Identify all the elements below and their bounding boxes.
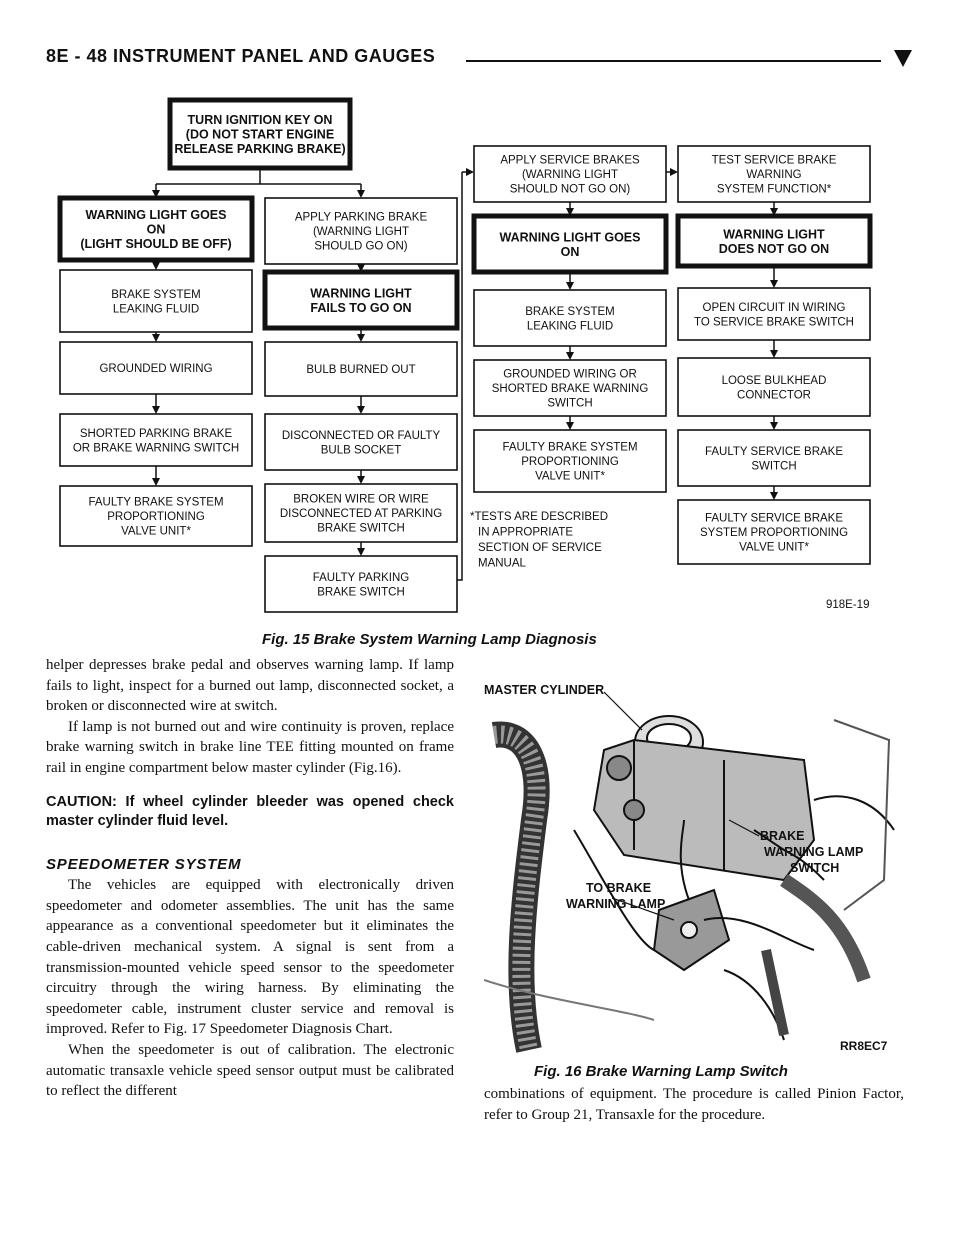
note-line: SECTION OF SERVICE [478, 542, 602, 554]
col4-box-3 [678, 288, 870, 340]
arrow-down-icon [152, 478, 160, 486]
col4-box-3-line: TO SERVICE BRAKE SWITCH [694, 316, 854, 329]
paragraph-3: The vehicles are equipped with electronically driven speedometer and odometer assemblies. The unit has the same appearance as a conventional speedometer but it eliminates the cable-driven mechanical system. A signal is sent from a transmission-mounted vehicle speed sensor to the speedometer circuitry through the wiring harness. By eliminating the speedometer cable, instrument cluster service and removal is improved. Refer to Fig. 17 Speedometer Diagnosis Chart. [46, 877, 454, 1038]
left-box-2 [60, 270, 252, 332]
section-heading: SPEEDOMETER SYSTEM [46, 855, 242, 873]
arrow-down-icon [152, 334, 160, 342]
left-box-5 [60, 486, 252, 546]
paragraph-4: When the speedometer is out of calibration. The electronic automatic transaxle vehicle speed sensor output must be calibrated to reflect the different [46, 1041, 454, 1100]
col3-box-3-line: LEAKING FLUID [526, 320, 614, 333]
figure-code-918e-19: 918E-19 [826, 599, 870, 611]
right-text-column [484, 1084, 904, 1125]
left-box-2-line: BRAKE SYSTEM [111, 288, 201, 301]
arrow-down-icon [152, 262, 160, 270]
label-brake-switch-2: WARNING LAMP [764, 845, 864, 859]
start-box-line: TURN IGNITION KEY ON [187, 113, 333, 127]
paragraph-5: combinations of equipment. The procedure is called Pinion Factor, refer to Group 21, Transaxle for the procedure. [484, 1086, 904, 1123]
col4-box-2 [678, 216, 870, 266]
col4-box-6-line: VALVE UNIT* [739, 541, 809, 554]
col3-box-5-line: VALVE UNIT* [535, 470, 605, 483]
col4-box-2-line: WARNING LIGHT [723, 227, 825, 242]
fig16-caption: Fig. 16 Brake Warning Lamp Switch [534, 1063, 788, 1080]
mid-box-5-line: BROKEN WIRE OR WIRE [293, 493, 429, 506]
col3-box-1-line: APPLY SERVICE BRAKES [500, 154, 640, 167]
col4-box-5-line: SWITCH [751, 460, 797, 473]
col3-box-4-line: GROUNDED WIRING OR [503, 368, 637, 381]
label-master-cylinder: MASTER CYLINDER [484, 683, 605, 697]
left-box-1-line: WARNING LIGHT GOES [85, 208, 227, 222]
col3-box-3 [474, 290, 666, 346]
col3-box-4 [474, 360, 666, 416]
arrow-down-icon [357, 548, 365, 556]
left-box-4 [60, 414, 252, 466]
label-brake-switch-3: SWITCH [790, 861, 840, 875]
left-box-5-line: VALVE UNIT* [121, 525, 191, 538]
col3-box-2 [474, 216, 666, 272]
arrow-right-icon [670, 168, 678, 176]
label-to-lamp-2: WARNING LAMP [566, 897, 666, 911]
col3-box-1 [474, 146, 666, 202]
col4-box-2-line: DOES NOT GO ON [718, 241, 830, 256]
col4-box-1-line: WARNING [746, 169, 802, 182]
paragraph-2: If lamp is not burned out and wire continuity is proven, replace brake warning switch in brake line TEE fitting mounted on frame rail in engine compartment below master cylinder (Fig.16). [46, 718, 454, 776]
col3-box-1-line: SHOULD NOT GO ON) [509, 183, 631, 196]
arrow-down-icon [357, 406, 365, 414]
fig15-caption: Fig. 15 Brake System Warning Lamp Diagnosis [262, 631, 597, 648]
col3-box-2-line: ON [560, 244, 580, 259]
col4-box-1-line: SYSTEM FUNCTION* [716, 183, 832, 196]
mid-box-4-line: BULB SOCKET [320, 444, 402, 457]
mid-box-6-line: FAULTY PARKING [312, 571, 410, 584]
mid-box-5-line: BRAKE SWITCH [317, 522, 405, 535]
arrow-down-icon [770, 492, 778, 500]
left-box-1 [60, 198, 252, 260]
page-title: 8E - 48 INSTRUMENT PANEL AND GAUGES [46, 46, 436, 66]
start-box-line: (DO NOT START ENGINE [185, 127, 335, 142]
mid-box-3-line: BULB BURNED OUT [306, 364, 416, 377]
mid-box-2-line: WARNING LIGHT [310, 286, 412, 301]
arrow-right-icon [466, 168, 474, 176]
arrow-down-icon [357, 334, 365, 342]
mid-box-4 [265, 414, 457, 470]
col4-box-6 [678, 500, 870, 564]
start-box-line: RELEASE PARKING BRAKE) [174, 142, 346, 156]
paragraph-1: helper depresses brake pedal and observes warning lamp. If lamp fails to light, inspect for a burned out lamp, disconnected socket, a broken or disconnected wire at switch. [46, 657, 454, 715]
left-box-1-line: ON [146, 222, 166, 237]
mid-box-2 [265, 272, 457, 328]
mid-box-1-line: SHOULD GO ON) [314, 240, 408, 253]
arrow-down-icon [566, 422, 574, 430]
left-box-3-line: GROUNDED WIRING [99, 363, 213, 376]
col3-box-5-line: FAULTY BRAKE SYSTEM [502, 441, 638, 454]
arrow-down-icon [357, 190, 365, 198]
caution-note: CAUTION: If wheel cylinder bleeder was opened check master cylinder fluid level. [46, 793, 454, 829]
col4-box-6-line: SYSTEM PROPORTIONING [699, 527, 849, 540]
arrow-down-icon [770, 350, 778, 358]
col4-box-5-line: FAULTY SERVICE BRAKE [704, 445, 844, 458]
col3-box-1-line: (WARNING LIGHT [521, 169, 619, 182]
col4-box-4 [678, 358, 870, 416]
left-text-column [46, 655, 454, 1102]
arrow-down-icon [770, 280, 778, 288]
mid-box-1-line: (WARNING LIGHT [312, 226, 410, 239]
mid-box-6 [265, 556, 457, 612]
left-box-2-line: LEAKING FLUID [112, 303, 200, 316]
left-box-3 [60, 342, 252, 394]
note-line: MANUAL [478, 557, 526, 570]
arrow-down-icon [566, 282, 574, 290]
arrow-down-icon [566, 352, 574, 360]
mid-box-1 [265, 198, 457, 264]
start-box [170, 100, 350, 168]
col4-box-5 [678, 430, 870, 486]
left-box-1-line: (LIGHT SHOULD BE OFF) [80, 237, 232, 251]
left-box-4-line: OR BRAKE WARNING SWITCH [72, 442, 240, 455]
mid-box-5-line: DISCONNECTED AT PARKING [279, 508, 443, 521]
note-line: IN APPROPRIATE [478, 526, 574, 539]
col3-box-4-line: SHORTED BRAKE WARNING [491, 383, 649, 396]
mid-box-3 [265, 342, 457, 396]
col3-box-5 [474, 430, 666, 492]
col3-box-2-line: WARNING LIGHT GOES [499, 230, 641, 245]
arrow-down-icon [152, 406, 160, 414]
label-to-lamp-1: TO BRAKE [586, 881, 652, 895]
note-line: *TESTS ARE DESCRIBED [470, 511, 609, 523]
left-box-5-line: PROPORTIONING [107, 511, 205, 524]
mid-box-6-line: BRAKE SWITCH [317, 586, 405, 599]
label-brake-switch-1: BRAKE [760, 829, 805, 843]
col4-box-1-line: TEST SERVICE BRAKE [711, 154, 837, 167]
col4-box-1 [678, 146, 870, 202]
left-box-5-line: FAULTY BRAKE SYSTEM [88, 496, 224, 509]
arrow-down-icon [357, 476, 365, 484]
brake-warning-lamp-switch-illustration [484, 680, 904, 1060]
figure-code-rr8ec7: RR8EC7 [840, 1039, 888, 1053]
col4-box-3-line: OPEN CIRCUIT IN WIRING [702, 301, 846, 314]
mid-box-5 [265, 484, 457, 542]
col3-box-5-line: PROPORTIONING [521, 456, 619, 469]
col3-box-4-line: SWITCH [547, 397, 593, 410]
mid-box-1-line: APPLY PARKING BRAKE [294, 211, 428, 224]
col4-box-4-line: CONNECTOR [737, 389, 811, 402]
mid-box-4-line: DISCONNECTED OR FAULTY [281, 429, 441, 442]
col3-box-3-line: BRAKE SYSTEM [525, 305, 615, 318]
left-box-4-line: SHORTED PARKING BRAKE [79, 427, 233, 440]
col4-box-6-line: FAULTY SERVICE BRAKE [704, 512, 844, 525]
arrow-down-icon [770, 422, 778, 430]
mid-box-2-line: FAILS TO GO ON [310, 300, 412, 315]
col4-box-4-line: LOOSE BULKHEAD [721, 374, 827, 387]
